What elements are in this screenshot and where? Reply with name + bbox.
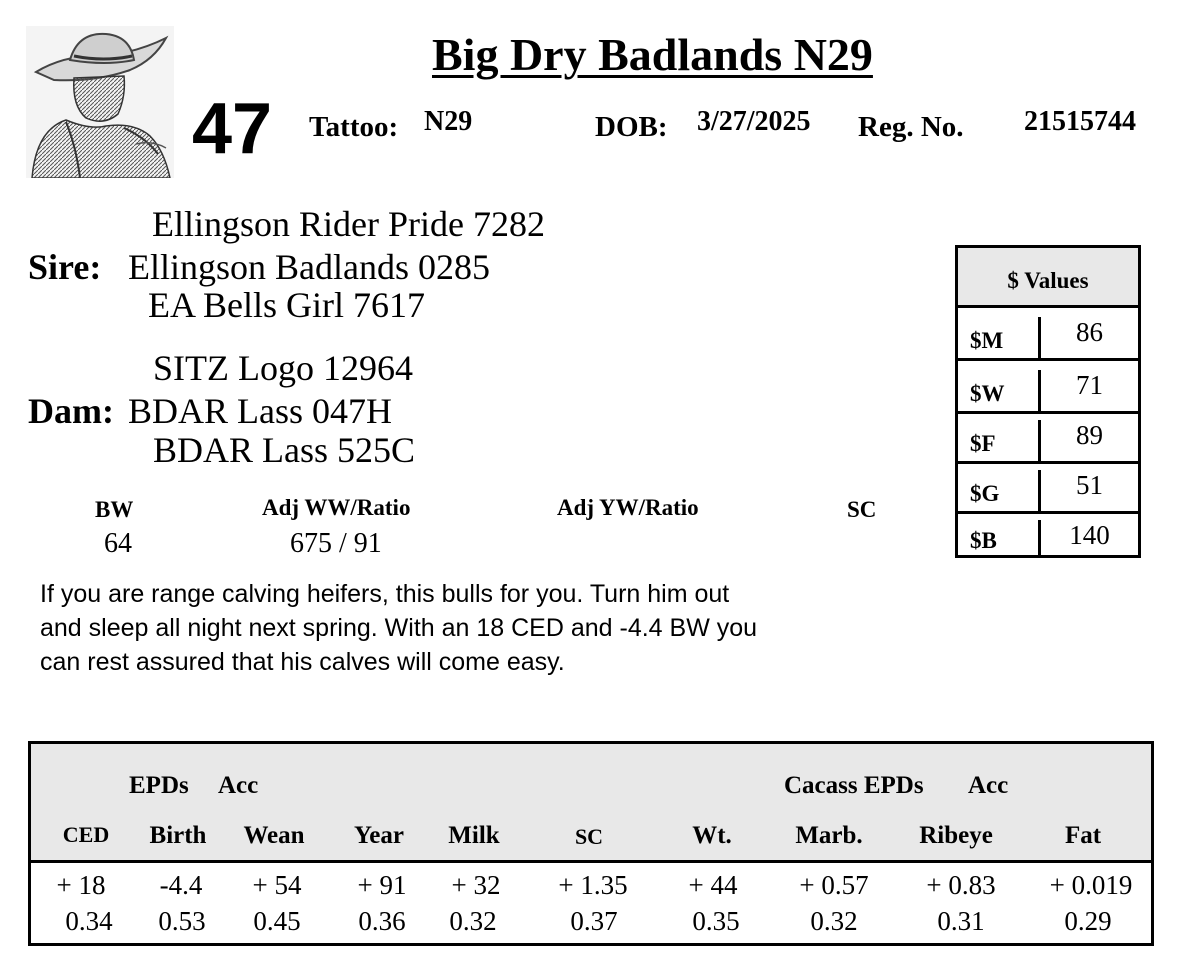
epd-accuracy: 0.34 xyxy=(65,906,113,936)
dollar-value-label: $M xyxy=(970,328,1004,353)
epd-col-birth: Birth xyxy=(149,822,207,849)
epd-group-acc-label: Acc xyxy=(218,772,259,799)
epd-table xyxy=(28,741,1154,946)
tattoo-label: Tattoo: xyxy=(309,111,399,143)
dollar-value-row xyxy=(958,311,1138,361)
dam-sire: SITZ Logo 12964 xyxy=(153,348,413,388)
dollar-values-box xyxy=(955,245,1141,558)
epd-value: + 44 xyxy=(688,870,738,900)
reg-no-value: 21515744 xyxy=(1024,106,1136,137)
epd-value: + 91 xyxy=(357,870,407,900)
epd-accuracy: 0.32 xyxy=(810,906,858,936)
epd-value: + 0.57 xyxy=(799,870,869,900)
lot-number: 47 xyxy=(192,89,273,169)
epd-col-ced: CED xyxy=(62,822,110,847)
dollar-values-title: $ Values xyxy=(958,248,1138,308)
adj-yw-label: Adj YW/Ratio xyxy=(557,495,699,520)
sire-label: Sire: xyxy=(28,247,102,287)
epd-col-wean: Wean xyxy=(243,822,305,849)
dob-value: 3/27/2025 xyxy=(697,106,811,137)
carcass-epd-group-label: Cacass EPDs xyxy=(784,772,924,799)
epd-value: + 1.35 xyxy=(558,870,628,900)
reg-no-label: Reg. No. xyxy=(858,111,964,143)
dam-label: Dam: xyxy=(28,391,114,431)
description-text: If you are range calving heifers, this bulls for you. Turn him out and sleep all night next spring. With an 18 CED and -4.4 BW you can rest assured that his calves will come easy. xyxy=(40,580,758,676)
sire-name: Ellingson Badlands 0285 xyxy=(128,247,490,287)
epd-value: + 54 xyxy=(252,870,302,900)
adj-ww-label: Adj WW/Ratio xyxy=(262,495,411,520)
epd-accuracy: 0.31 xyxy=(937,906,985,936)
dollar-value: 86 xyxy=(1038,317,1138,361)
sc-label: SC xyxy=(847,497,877,522)
epd-accuracy: 0.29 xyxy=(1064,906,1112,936)
epd-accuracy: 0.53 xyxy=(158,906,206,936)
bw-label: BW xyxy=(95,497,134,522)
epd-col-sc: SC xyxy=(574,824,604,849)
animal-name-title: Big Dry Badlands N29 xyxy=(432,29,873,80)
epd-value: + 18 xyxy=(56,870,106,900)
epd-accuracy: 0.36 xyxy=(358,906,406,936)
dob-label: DOB: xyxy=(595,111,668,143)
dollar-value-row xyxy=(958,514,1138,558)
dollar-value: 51 xyxy=(1038,470,1138,514)
tattoo-value: N29 xyxy=(424,106,473,137)
dollar-value-label: $W xyxy=(970,381,1005,406)
bw-value: 64 xyxy=(104,528,132,559)
dollar-value-label: $G xyxy=(970,481,1000,506)
epd-accuracy: 0.32 xyxy=(449,906,497,936)
epd-value: + 0.019 xyxy=(1049,870,1133,900)
carcass-acc-label: Acc xyxy=(968,772,1009,799)
epd-accuracy: 0.45 xyxy=(253,906,301,936)
epd-col-fat: Fat xyxy=(1064,822,1102,849)
epd-col-ribeye: Ribeye xyxy=(919,822,993,849)
dam-name: BDAR Lass 047H xyxy=(128,391,393,431)
dollar-value-label: $F xyxy=(970,431,996,456)
epd-col-milk: Milk xyxy=(448,822,500,849)
dollar-value: 71 xyxy=(1038,370,1138,414)
epd-group-label: EPDs xyxy=(129,772,189,799)
adj-ww-value: 675 / 91 xyxy=(290,528,382,559)
sire-sire: Ellingson Rider Pride 7282 xyxy=(152,204,545,244)
epd-col-wt: Wt. xyxy=(692,822,732,849)
dollar-value-label: $B xyxy=(970,528,997,553)
dollar-value-row xyxy=(958,464,1138,514)
epd-col-year: Year xyxy=(354,822,404,849)
dollar-value: 140 xyxy=(1038,520,1138,558)
epd-accuracy: 0.37 xyxy=(570,906,618,936)
epd-value: -4.4 xyxy=(159,870,203,900)
epd-value: + 32 xyxy=(451,870,501,900)
dollar-value-row xyxy=(958,364,1138,414)
cowboy-logo xyxy=(26,26,174,178)
sire-dam: EA Bells Girl 7617 xyxy=(148,285,425,325)
dollar-value-row xyxy=(958,414,1138,464)
dam-dam: BDAR Lass 525C xyxy=(153,430,416,470)
epd-col-marb: Marb. xyxy=(795,822,863,849)
epd-table-header xyxy=(31,744,1151,863)
epd-value: + 0.83 xyxy=(926,870,996,900)
dollar-value: 89 xyxy=(1038,420,1138,464)
epd-accuracy: 0.35 xyxy=(692,906,740,936)
